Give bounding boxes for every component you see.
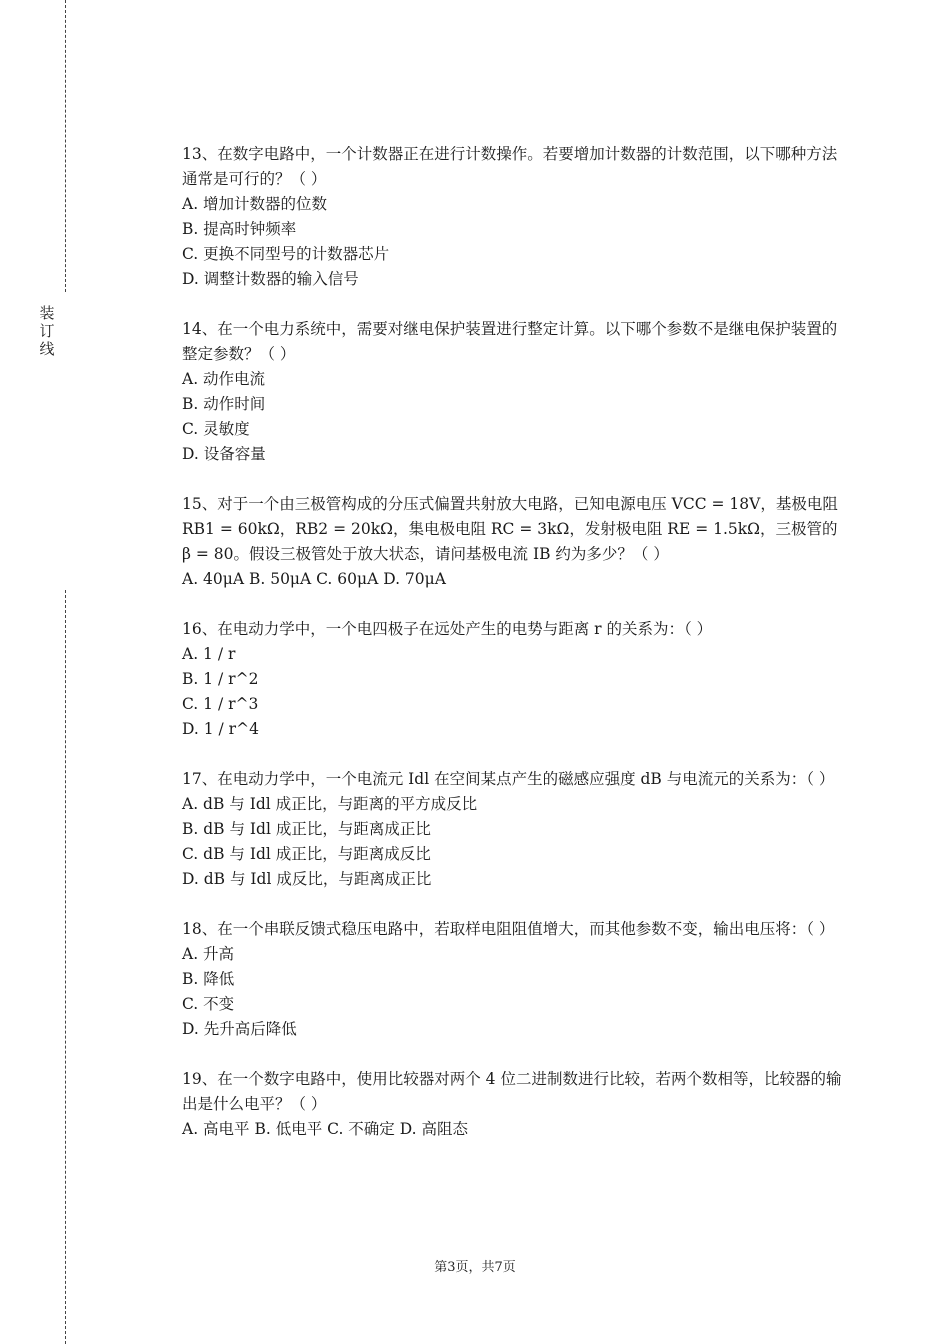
option-a: A. 升高 bbox=[182, 945, 235, 963]
binding-label-char: 线 bbox=[39, 340, 55, 358]
option-b: B. dB 与 Idl 成正比，与距离成正比 bbox=[182, 820, 431, 838]
question-list bbox=[182, 142, 842, 1167]
option-d: D. 1 / r^4 bbox=[182, 720, 259, 738]
question-text: 13、在数字电路中，一个计数器正在进行计数操作。若要增加计数器的计数范围，以下哪种方法通常是可行的？（ ） bbox=[182, 145, 838, 188]
question-text: 17、在电动力学中，一个电流元 Idl 在空间某点产生的磁感应强度 dB 与电流元的关系为：（ ） bbox=[182, 770, 835, 788]
binding-label-char: 装 bbox=[39, 304, 55, 322]
option-a: A. 增加计数器的位数 bbox=[182, 195, 328, 213]
options-inline: A. 高电平 B. 低电平 C. 不确定 D. 高阻态 bbox=[182, 1120, 468, 1138]
binding-dashed-line-top bbox=[65, 0, 66, 292]
option-d: D. 调整计数器的输入信号 bbox=[182, 270, 359, 288]
binding-dashed-line-bottom bbox=[65, 590, 66, 1344]
question-17 bbox=[182, 767, 842, 892]
option-c: C. 灵敏度 bbox=[182, 420, 250, 438]
question-19 bbox=[182, 1067, 842, 1142]
page-number: 第3页，共7页 bbox=[434, 1260, 516, 1275]
question-text: 18、在一个串联反馈式稳压电路中，若取样电阻阻值增大，而其他参数不变，输出电压将：（ ） bbox=[182, 920, 835, 938]
option-a: A. 1 / r bbox=[182, 645, 236, 663]
option-a: A. 动作电流 bbox=[182, 370, 266, 388]
option-b: B. 动作时间 bbox=[182, 395, 266, 413]
question-text: 15、对于一个由三极管构成的分压式偏置共射放大电路，已知电源电压 VCC = 18V，基极电阻 RB1 = 60kΩ，RB2 = 20kΩ，集电极电阻 RC = 3kΩ，发射极电阻 RE = 1.5kΩ，三极管的 β = 80。假设三极管处于放大状态，请问基极电流 IB 约为多少？（ ） bbox=[182, 495, 843, 563]
question-text: 14、在一个电力系统中，需要对继电保护装置进行整定计算。以下哪个参数不是继电保护装置的整定参数？（ ） bbox=[182, 320, 838, 363]
question-15 bbox=[182, 492, 842, 592]
option-d: D. 设备容量 bbox=[182, 445, 266, 463]
option-b: B. 提高时钟频率 bbox=[182, 220, 297, 238]
option-c: C. 更换不同型号的计数器芯片 bbox=[182, 245, 390, 263]
question-14 bbox=[182, 317, 842, 467]
options-inline: A. 40μA B. 50μA C. 60μA D. 70μA bbox=[182, 570, 446, 588]
option-c: C. dB 与 Idl 成正比，与距离成反比 bbox=[182, 845, 431, 863]
binding-label-char: 订 bbox=[39, 322, 55, 340]
option-b: B. 降低 bbox=[182, 970, 235, 988]
question-16 bbox=[182, 617, 842, 742]
option-a: A. dB 与 Idl 成正比，与距离的平方成反比 bbox=[182, 795, 478, 813]
question-text: 19、在一个数字电路中，使用比较器对两个 4 位二进制数进行比较，若两个数相等，比较器的输出是什么电平？（ ） bbox=[182, 1070, 842, 1113]
question-text: 16、在电动力学中，一个电四极子在远处产生的电势与距离 r 的关系为：（ ） bbox=[182, 620, 713, 638]
option-c: C. 不变 bbox=[182, 995, 235, 1013]
question-18 bbox=[182, 917, 842, 1042]
option-d: D. dB 与 Idl 成反比，与距离成正比 bbox=[182, 870, 432, 888]
option-b: B. 1 / r^2 bbox=[182, 670, 259, 688]
option-c: C. 1 / r^3 bbox=[182, 695, 259, 713]
question-13 bbox=[182, 142, 842, 292]
binding-label bbox=[37, 304, 57, 358]
option-d: D. 先升高后降低 bbox=[182, 1020, 297, 1038]
